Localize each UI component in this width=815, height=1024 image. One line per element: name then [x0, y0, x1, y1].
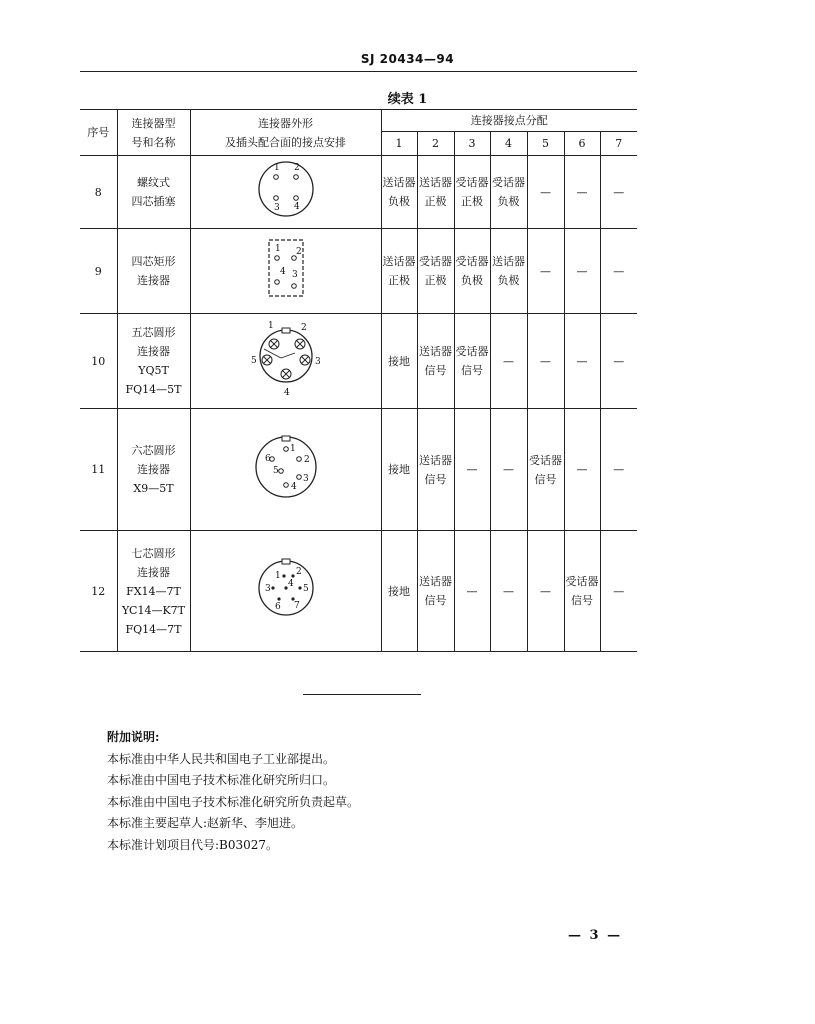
- header-contact-5: 5: [527, 132, 564, 156]
- header-contact-4: 4: [490, 132, 527, 156]
- contact-cell: 送话器 信号: [417, 314, 454, 409]
- header-contact-2: 2: [417, 132, 454, 156]
- connector-diagram: [190, 531, 381, 652]
- six-pin-circular-connector-diagram: [246, 429, 326, 505]
- pin-label: 3: [291, 270, 298, 280]
- pin-label: 1: [267, 321, 274, 331]
- four-pin-circular-connector-diagram: [251, 157, 321, 221]
- table-row: [80, 156, 637, 229]
- contact-cell: —: [527, 531, 564, 652]
- pin-label: 2: [295, 247, 302, 257]
- contact-cell: 送话器 负极: [490, 229, 527, 314]
- pin-label: 1: [274, 244, 281, 254]
- row-no: 9: [80, 229, 117, 314]
- note-line: 本标准由中国电子技术标准化研究所归口。: [107, 773, 336, 787]
- contact-cell: —: [490, 409, 527, 531]
- contact-cell: 受话器 信号: [454, 314, 490, 409]
- document-code: SJ 20434—94: [360, 52, 455, 66]
- pin-label: 2: [300, 323, 307, 333]
- header-contact-6: 6: [564, 132, 600, 156]
- pin-label: 4: [279, 267, 286, 277]
- pin-label: 5: [272, 465, 279, 476]
- contact-cell: —: [564, 314, 600, 409]
- pin-label: 2: [303, 454, 310, 465]
- contact-cell: 送话器 正极: [417, 156, 454, 229]
- connector-name: 六芯圆形 连接器 X9—5T: [117, 409, 190, 531]
- header-contact-3: 3: [454, 132, 490, 156]
- note-line: 本标准计划项目代号:B03027。: [107, 837, 279, 852]
- contact-cell: 送话器 负极: [381, 156, 417, 229]
- contact-cell: —: [454, 409, 490, 531]
- contact-cell: —: [564, 156, 600, 229]
- pin-label: 3: [314, 357, 321, 367]
- row-no: 11: [80, 409, 117, 531]
- contact-cell: —: [490, 531, 527, 652]
- contact-cell: —: [564, 229, 600, 314]
- pin-label: 4: [293, 202, 300, 212]
- connector-diagram: [190, 314, 381, 409]
- contact-cell: —: [527, 156, 564, 229]
- table-row: [80, 531, 637, 652]
- connector-name: 五芯圆形 连接器 YQ5T FQ14—5T: [117, 314, 190, 409]
- pin-label: 6: [274, 602, 281, 612]
- header-rule: [80, 71, 637, 72]
- pin-label: 2: [293, 163, 300, 173]
- section-divider: [303, 694, 421, 695]
- four-pin-rectangular-connector-diagram: [261, 236, 311, 300]
- connector-name: 七芯圆形 连接器 FX14—7T YC14—K7T FQ14—7T: [117, 531, 190, 652]
- contact-cell: 接地: [381, 531, 417, 652]
- header-assign: 连接器接点分配: [381, 110, 637, 132]
- connector-name: 螺纹式 四芯插塞: [117, 156, 190, 229]
- pin-label: 4: [290, 481, 297, 492]
- contact-cell: —: [527, 314, 564, 409]
- contact-cell: —: [454, 531, 490, 652]
- table-row: [80, 409, 637, 531]
- contact-cell: —: [490, 314, 527, 409]
- pin-label: 2: [295, 567, 302, 577]
- row-no: 12: [80, 531, 117, 652]
- table-title: 续表 1: [387, 92, 428, 107]
- contact-cell: 送话器 信号: [417, 409, 454, 531]
- contact-cell: 送话器 正极: [381, 229, 417, 314]
- table-row: [80, 229, 637, 314]
- pin-label: 1: [289, 443, 296, 454]
- pin-label: 4: [283, 388, 290, 398]
- contact-cell: 受话器 信号: [564, 531, 600, 652]
- five-pin-circular-connector-diagram: [243, 318, 329, 398]
- connector-name: 四芯矩形 连接器: [117, 229, 190, 314]
- contact-cell: 送话器 信号: [417, 531, 454, 652]
- additional-notes: [107, 727, 359, 856]
- contact-cell: 受话器 信号: [527, 409, 564, 531]
- pin-label: 6: [264, 453, 271, 464]
- header-type: 连接器型 号和名称: [117, 110, 190, 156]
- pin-label: 1: [273, 163, 280, 173]
- pin-label: 3: [273, 203, 280, 213]
- pin-label: 7: [293, 601, 300, 611]
- pin-label: 3: [302, 473, 309, 484]
- contact-cell: —: [600, 531, 637, 652]
- contact-cell: —: [600, 409, 637, 531]
- header-shape: 连接器外形 及插头配合面的接点安排: [190, 110, 381, 156]
- pin-label: 5: [250, 356, 257, 366]
- contact-cell: —: [600, 156, 637, 229]
- contact-cell: —: [564, 409, 600, 531]
- row-no: 10: [80, 314, 117, 409]
- connector-diagram: [190, 409, 381, 531]
- contact-cell: 接地: [381, 314, 417, 409]
- pin-label: 5: [302, 584, 309, 594]
- contact-cell: 受话器 正极: [454, 156, 490, 229]
- contact-cell: 接地: [381, 409, 417, 531]
- contact-cell: —: [600, 229, 637, 314]
- contact-cell: —: [527, 229, 564, 314]
- contact-cell: —: [600, 314, 637, 409]
- header-contact-1: 1: [381, 132, 417, 156]
- row-no: 8: [80, 156, 117, 229]
- notes-title: 附加说明:: [107, 730, 160, 744]
- pin-label: 3: [264, 584, 271, 594]
- note-line: 本标准主要起草人:赵新华、李旭进。: [107, 816, 304, 830]
- pin-label: 1: [274, 571, 281, 581]
- table-row: [80, 314, 637, 409]
- connector-diagram: [190, 156, 381, 229]
- header-no: 序号: [80, 110, 117, 156]
- seven-pin-circular-connector-diagram: [246, 553, 326, 623]
- contact-cell: 受话器 负极: [490, 156, 527, 229]
- header-contact-7: 7: [600, 132, 637, 156]
- connector-table: [80, 109, 637, 652]
- note-line: 本标准由中华人民共和国电子工业部提出。: [107, 751, 336, 766]
- note-line: 本标准由中国电子技术标准化研究所负责起草。: [107, 794, 360, 809]
- pin-label: 4: [287, 579, 294, 589]
- contact-cell: 受话器 正极: [417, 229, 454, 314]
- page-number: — 3 —: [568, 928, 623, 943]
- contact-cell: 受话器 负极: [454, 229, 490, 314]
- connector-diagram: [190, 229, 381, 314]
